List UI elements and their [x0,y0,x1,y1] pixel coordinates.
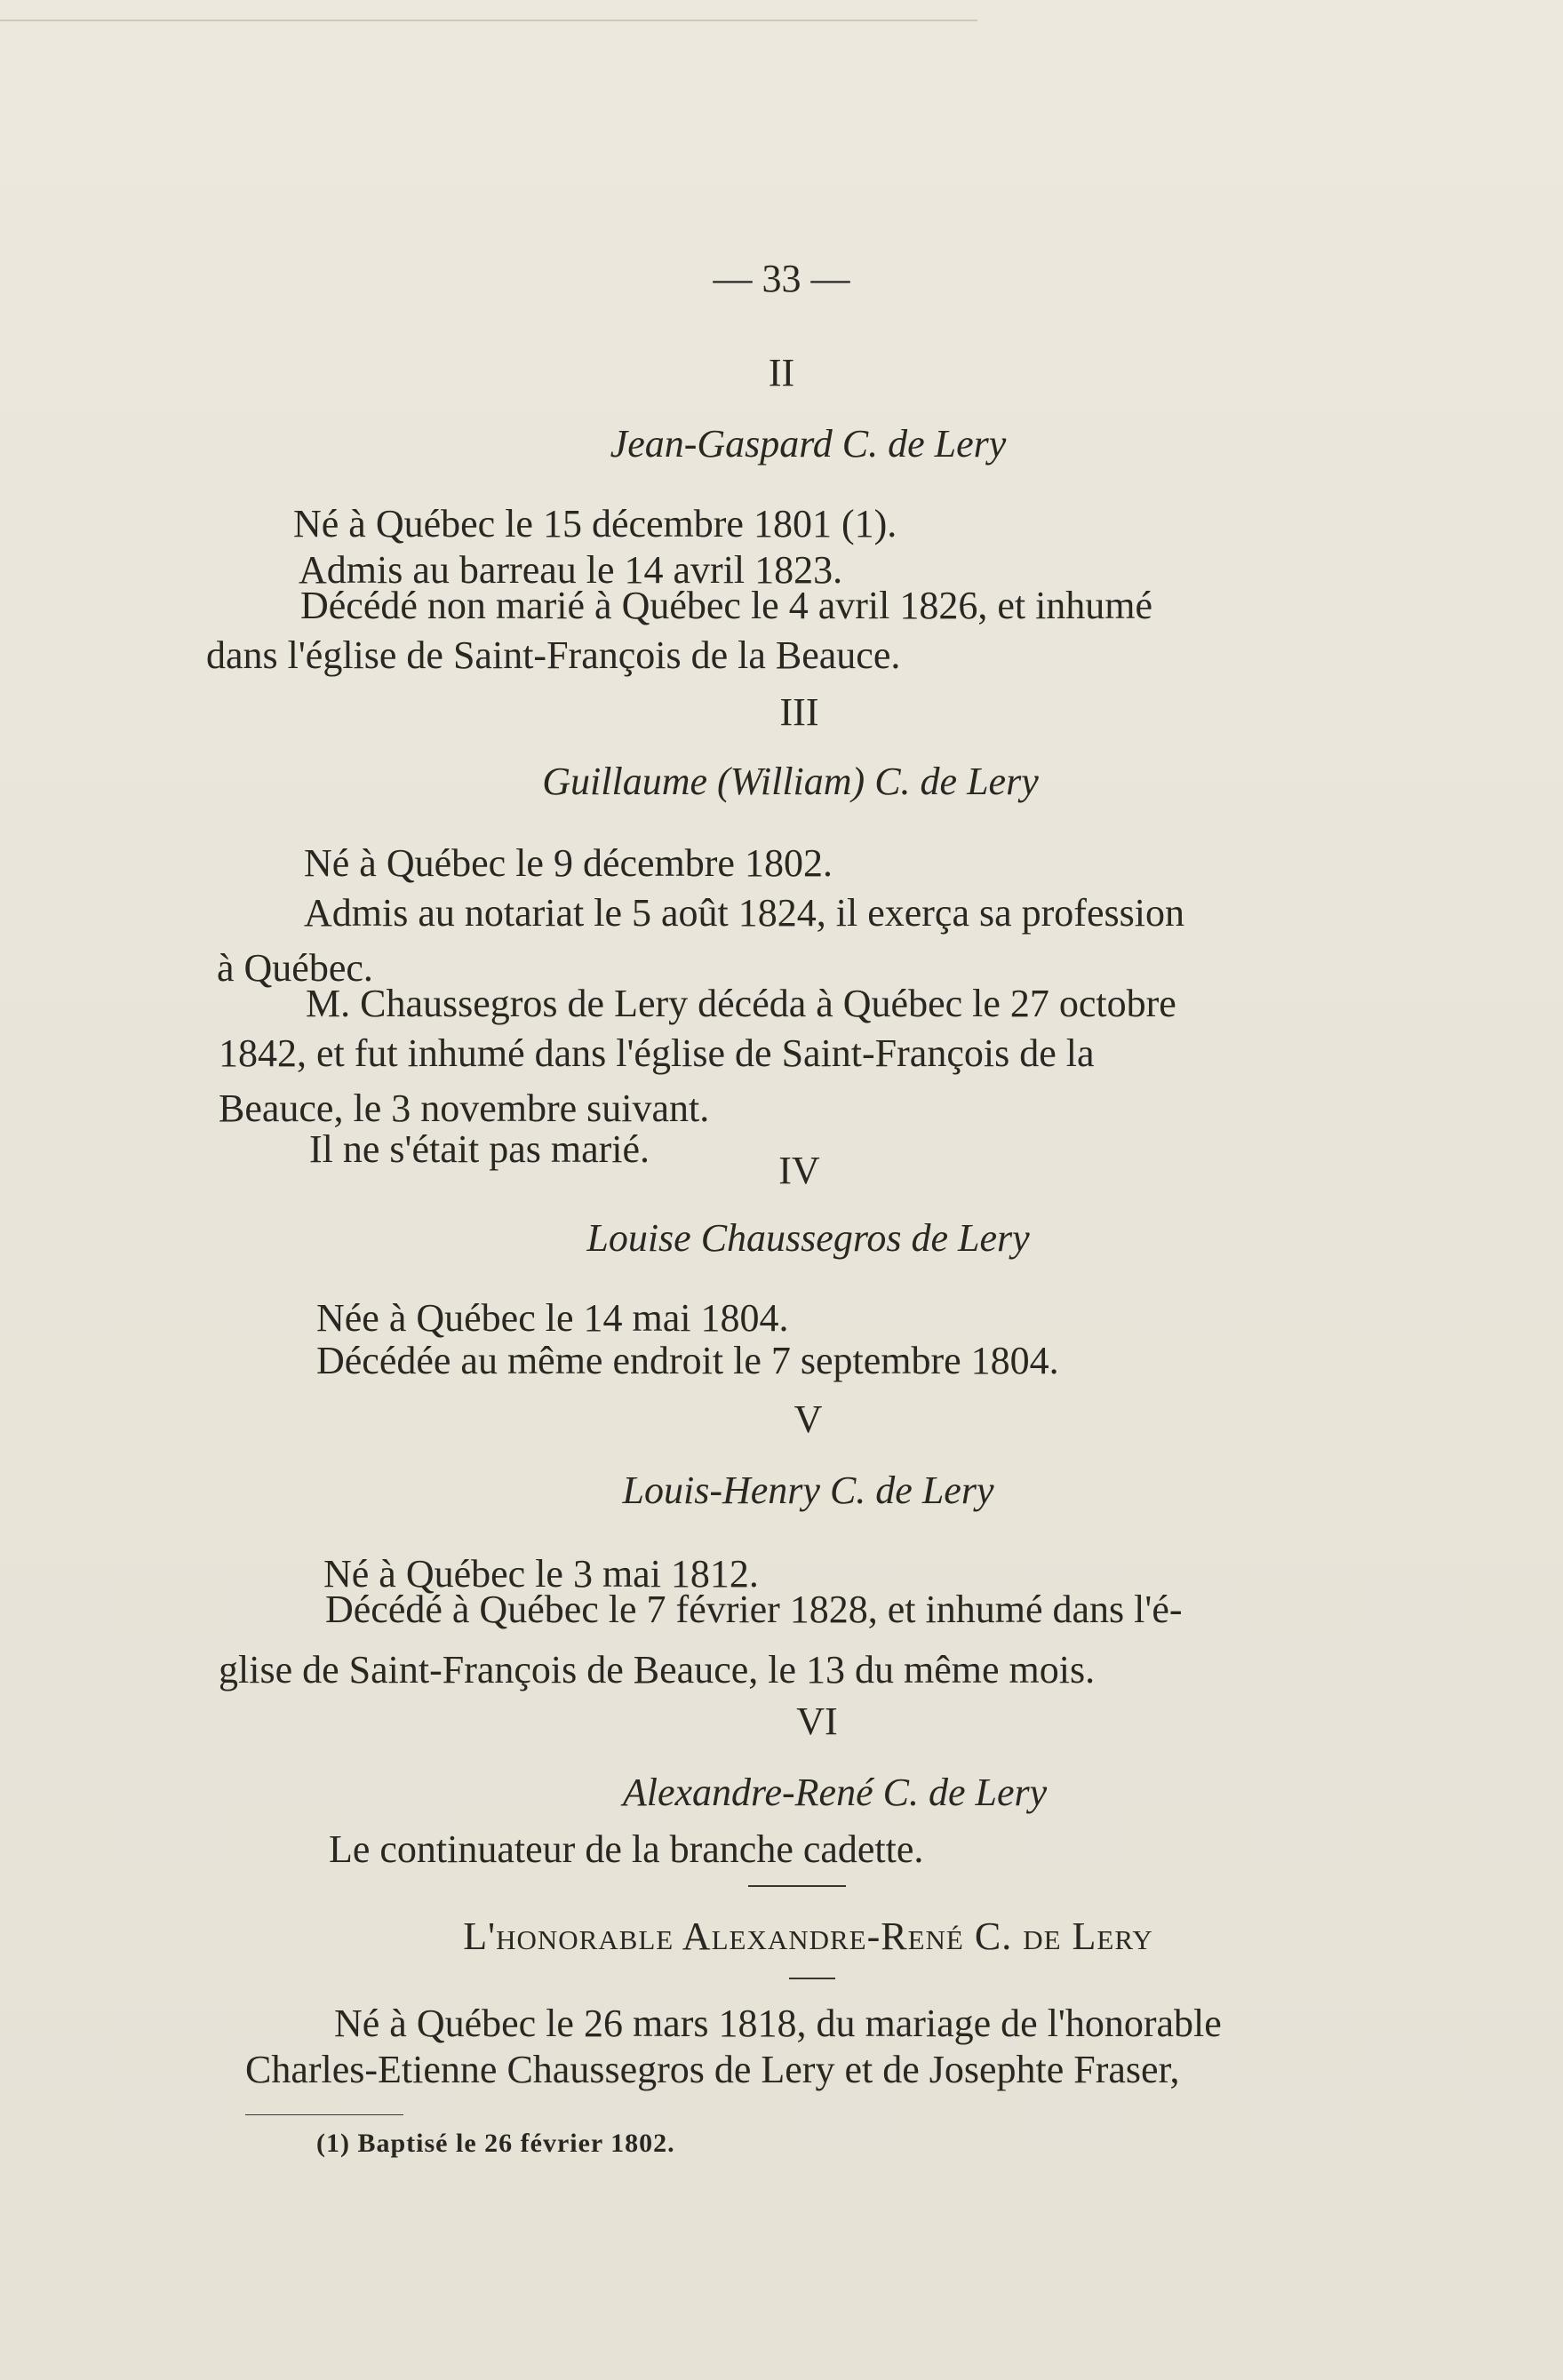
text-line: Il ne s'était pas marié. [309,1127,650,1171]
text-line: à Québec. [217,946,373,990]
section-numeral: VI [796,1699,838,1743]
text-line: Beauce, le 3 novembre suivant. [219,1087,710,1130]
section-heading: Alexandre-René C. de Lery [622,1771,1048,1814]
page-number: — 33 — [713,257,850,300]
text-line: Né à Québec le 26 mars 1818, du mariage de l'honorable [334,2002,1222,2045]
section-numeral: V [793,1397,823,1441]
section-numeral: III [779,690,819,734]
section-heading: Jean-Gaspard C. de Lery [610,422,1007,466]
heading-dash [789,1978,835,1979]
text-line: Née à Québec le 14 mai 1804. [316,1296,789,1340]
section-heading: Louis-Henry C. de Lery [622,1469,994,1512]
chapter-heading: L'honorable Alexandre-René C. de Lery [463,1914,1153,1958]
footnote: (1) Baptisé le 26 février 1802. [316,2129,675,2158]
scan-edge-line [0,20,977,21]
section-heading: Guillaume (William) C. de Lery [542,760,1039,803]
text-line: Le continuateur de la branche cadette. [329,1827,924,1871]
section-numeral: II [768,351,795,394]
text-line: Admis au barreau le 14 avril 1823. [299,548,843,592]
text-line: Né à Québec le 15 décembre 1801 (1). [293,502,897,545]
section-heading: Louise Chaussegros de Lery [586,1216,1030,1260]
text-line: glise de Saint-François de Beauce, le 13 du même mois. [219,1648,1096,1691]
text-line: Né à Québec le 3 mai 1812. [323,1552,759,1596]
text-line: Admis au notariat le 5 août 1824, il exerça sa profession [304,891,1184,935]
text-line: Décédé non marié à Québec le 4 avril 1826, et inhumé [300,584,1153,627]
text-line: Né à Québec le 9 décembre 1802. [304,841,833,885]
section-divider [748,1885,846,1887]
section-numeral: IV [778,1149,820,1192]
text-line: 1842, et fut inhumé dans l'église de Saint-François de la [219,1031,1095,1075]
text-line: M. Chaussegros de Lery décéda à Québec le 27 octobre [306,982,1176,1025]
text-line: Décédée au même endroit le 7 septembre 1804. [316,1339,1059,1382]
text-line: Décédé à Québec le 7 février 1828, et inhumé dans l'é- [325,1588,1183,1631]
text-line: dans l'église de Saint-François de la Beauce. [206,633,901,677]
footnote-rule [245,2114,403,2115]
text-line: Charles-Etienne Chaussegros de Lery et de Josephte Fraser, [245,2048,1180,2091]
